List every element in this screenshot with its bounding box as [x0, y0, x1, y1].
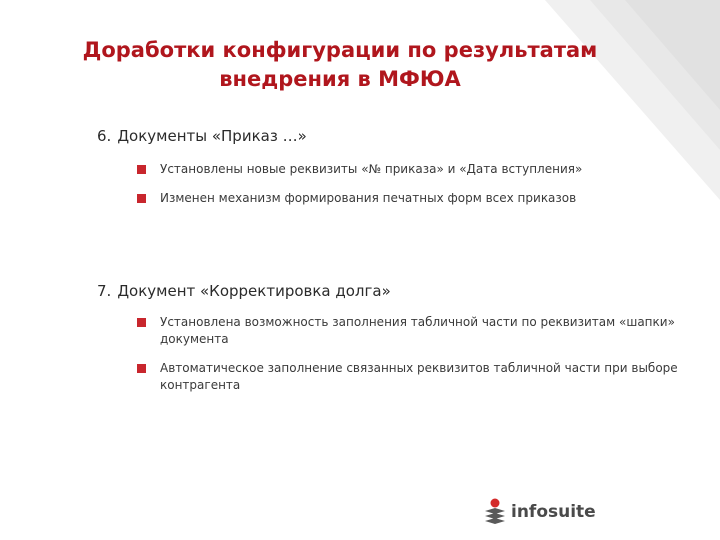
infosuite-logo	[483, 497, 596, 527]
list-item	[137, 314, 675, 348]
bullet-square-icon	[137, 318, 146, 327]
logo-text: infosuite	[511, 502, 596, 522]
corner-decoration-mid	[625, 0, 720, 110]
section-6-bullets	[137, 161, 677, 219]
section-number: 6.	[97, 127, 112, 145]
list-item	[137, 360, 700, 394]
list-item-text: Автоматическое заполнение связанных реквизитов табличной части при выборе контрагента	[160, 361, 678, 392]
list-item-text: Установлены новые реквизиты «№ приказа» и «Дата вступления»	[160, 162, 583, 176]
section-heading-text: Документ «Корректировка долга»	[117, 282, 391, 300]
bullet-square-icon	[137, 364, 146, 373]
section-number: 7.	[97, 282, 112, 300]
slide-title-line-2: внедрения в МФЮА	[219, 67, 461, 91]
section-heading-text: Документы «Приказ …»	[117, 127, 307, 145]
section-7-heading	[97, 282, 391, 300]
bullet-square-icon	[137, 194, 146, 203]
list-item-text: Установлена возможность заполнения табличной части по реквизитам «шапки» документа	[160, 315, 675, 346]
section-6-heading	[97, 127, 307, 145]
bullet-square-icon	[137, 165, 146, 174]
section-7-bullets	[137, 314, 677, 406]
list-item-text: Изменен механизм формирования печатных форм всех приказов	[160, 191, 577, 205]
list-item	[137, 190, 677, 207]
list-item	[137, 161, 677, 178]
slide-title-line-1: Доработки конфигурации по результатам	[82, 38, 598, 62]
slide-title	[80, 36, 600, 94]
infosuite-logo-icon	[483, 497, 507, 527]
